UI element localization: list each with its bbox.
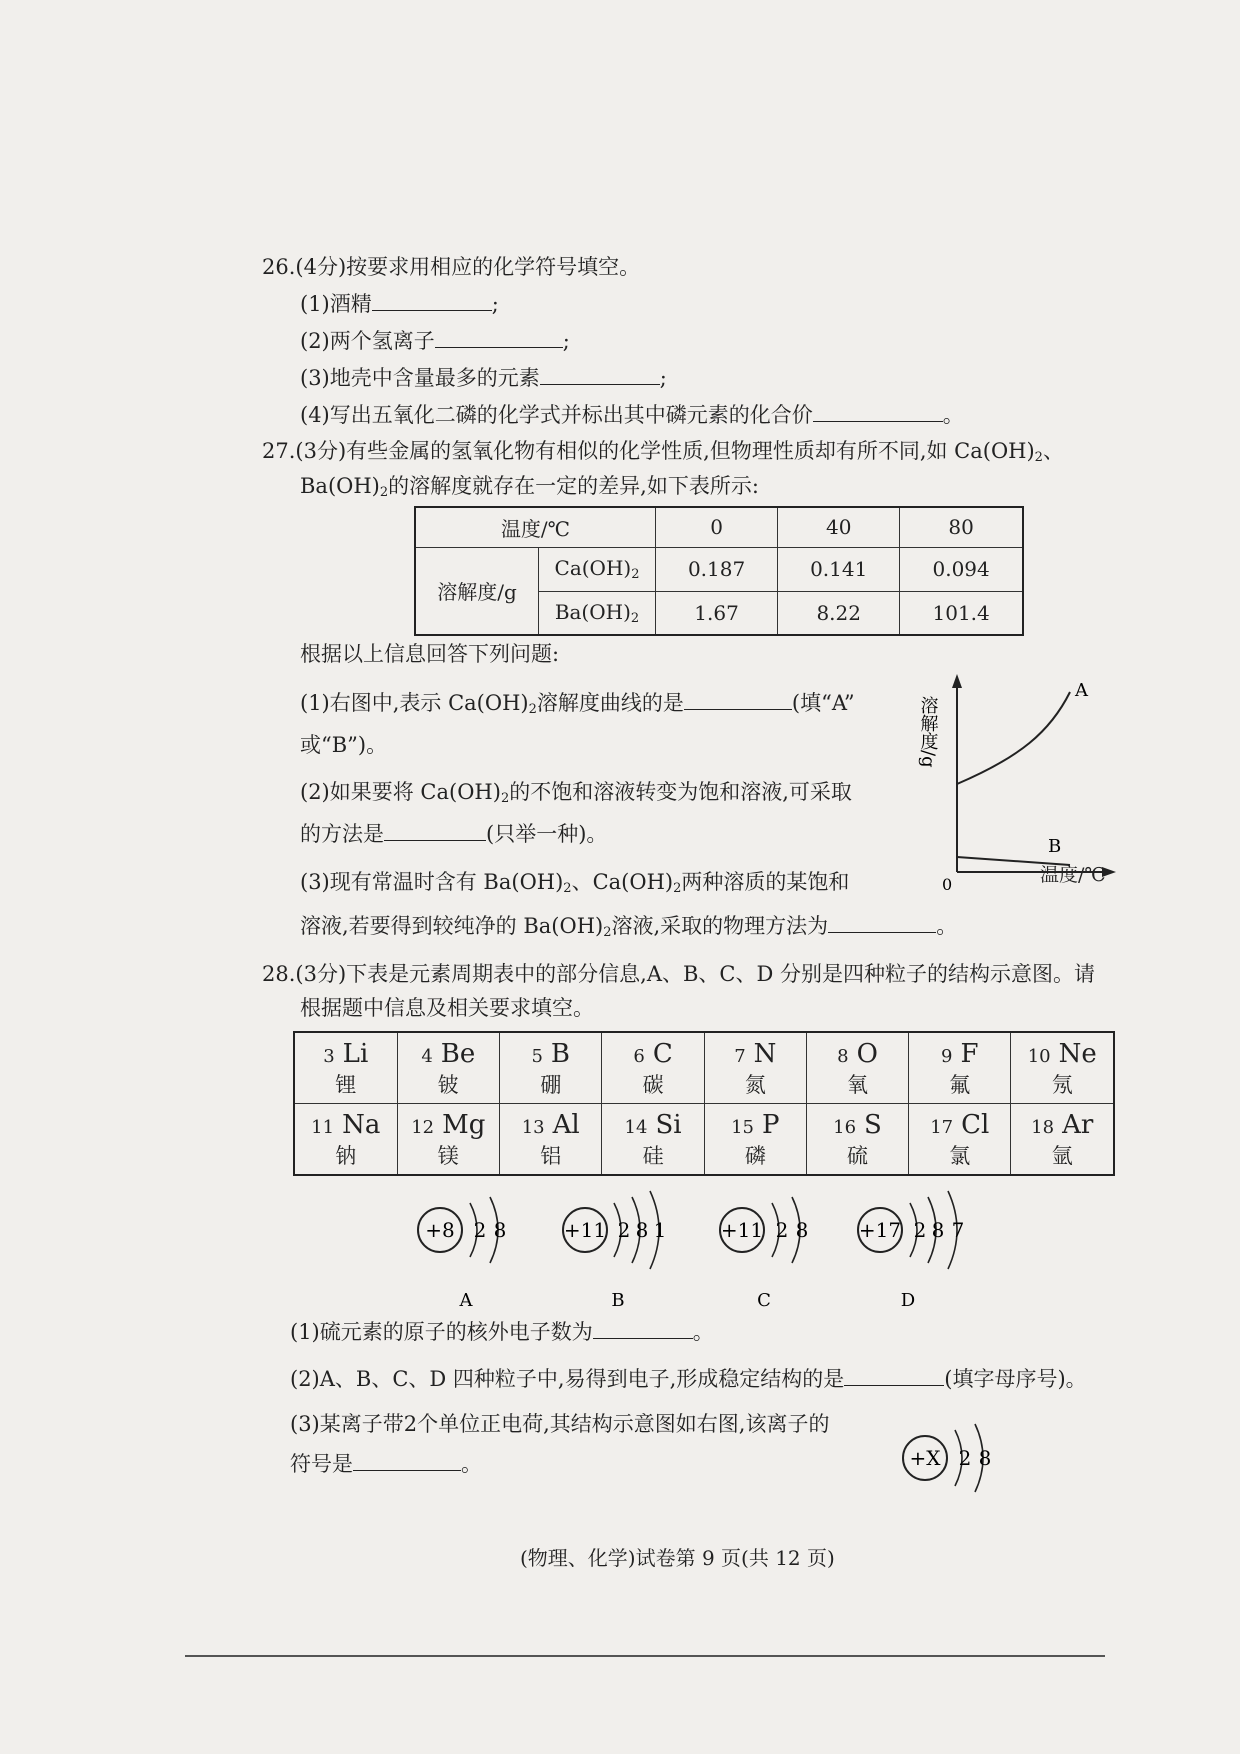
nucleus-charge: +11: [720, 1218, 764, 1242]
element-name: 锂: [335, 1073, 357, 1097]
element-cell: [806, 1104, 908, 1176]
nucleus-charge: +X: [909, 1446, 941, 1470]
electron-count: 7: [951, 1218, 965, 1242]
row-name-caoh2: [539, 547, 656, 591]
nucleus-charge: +8: [425, 1218, 455, 1242]
element-symbol: Si: [655, 1110, 682, 1140]
q26-stem: 26.(4分)按要求用相应的化学符号填空。: [262, 255, 641, 279]
q27-p3-a: (3)现有常温时含有 Ba(OH): [300, 870, 564, 894]
element-name: 钠: [335, 1144, 357, 1168]
element-symbol: Ne: [1058, 1039, 1097, 1069]
q26-part2-text: (2)两个氢离子: [300, 329, 435, 353]
electron-count: 2: [958, 1446, 972, 1470]
atomic-number: 13: [521, 1117, 545, 1138]
atomic-number: 10: [1027, 1046, 1051, 1067]
q27-part1-line2: 或“B”)。: [300, 733, 388, 757]
element-name: 硅: [642, 1144, 664, 1168]
subscript: 2: [673, 881, 682, 896]
q26-part1-text: (1)酒精: [300, 292, 372, 316]
q28-part3-line1: (3)某离子带2个单位正电荷,其结构示意图如右图,该离子的: [290, 1412, 830, 1436]
element-symbol: O: [856, 1039, 878, 1069]
element-name: 氮: [744, 1073, 766, 1097]
q28-part2: [290, 1365, 1087, 1393]
electron-count: 8: [978, 1446, 992, 1470]
q27-p1-b: 溶解度曲线的是: [536, 691, 684, 715]
atomic-number: 8: [837, 1046, 849, 1067]
atomic-number: 17: [930, 1117, 954, 1138]
diagram-label: C: [757, 1290, 771, 1311]
atomic-number: 14: [624, 1117, 648, 1138]
atom-diagram-a: [418, 1197, 506, 1311]
element-name: 硫: [847, 1144, 868, 1168]
q26-part1: [300, 290, 499, 318]
curve-b-label: B: [1048, 836, 1062, 857]
q26-part3: [300, 364, 667, 392]
subscript: 2: [630, 610, 640, 626]
element-symbol: Cl: [961, 1110, 990, 1140]
atomic-number: 6: [633, 1046, 645, 1067]
temp-40: 40: [778, 507, 900, 547]
q27-p2-c: 的方法是: [300, 822, 384, 846]
q27-stem-b: 的溶解度就存在一定的差异,如下表所示:: [388, 474, 759, 498]
table-cell: 1.67: [656, 591, 778, 635]
element-cell: [909, 1104, 1011, 1176]
q26-part3-text: (3)地壳中含量最多的元素: [300, 366, 540, 390]
electron-count: 8: [493, 1218, 507, 1242]
atom-diagram-c: [720, 1197, 808, 1311]
q28-part1: [290, 1318, 714, 1346]
subscript: 2: [1034, 450, 1043, 465]
element-name: 氟: [949, 1073, 971, 1097]
element-symbol: P: [762, 1110, 780, 1140]
diagram-label: D: [900, 1290, 916, 1311]
atomic-number: 9: [941, 1046, 953, 1067]
electron-count: 2: [775, 1218, 789, 1242]
ion-diagram: [895, 1408, 1015, 1508]
atomic-number: 7: [734, 1046, 746, 1067]
q28-p3-b: 符号是: [290, 1452, 353, 1476]
curve-a-label: A: [1075, 680, 1088, 701]
q27-p3-e: 溶液,采取的物理方法为: [611, 914, 829, 938]
q27-p3-f: 。: [936, 914, 958, 938]
element-cell: [397, 1032, 500, 1104]
diagram-label: B: [611, 1290, 625, 1311]
atomic-number: 4: [421, 1046, 433, 1067]
atomic-number: 12: [411, 1117, 435, 1138]
element-name: 氧: [847, 1073, 868, 1097]
electron-count: 8: [635, 1218, 649, 1242]
q28-p3-c: 。: [461, 1452, 482, 1476]
element-name: 磷: [744, 1144, 766, 1168]
q27-p3-d: 溶液,若要得到较纯净的 Ba(OH): [300, 914, 604, 938]
element-symbol: N: [753, 1039, 777, 1069]
atomic-number: 18: [1031, 1117, 1055, 1138]
q28-part3-line2: [290, 1450, 482, 1478]
q27-p3-c: 两种溶质的某饱和: [681, 870, 850, 894]
element-cell: [704, 1104, 806, 1176]
q26-part4-end: 。: [942, 403, 964, 427]
q27-p1-a: (1)右图中,表示 Ca(OH): [300, 691, 529, 715]
q28-p1-a: (1)硫元素的原子的核外电子数为: [290, 1320, 593, 1344]
origin-label: 0: [942, 875, 953, 894]
element-name: 氩: [1051, 1144, 1073, 1168]
temp-80: 80: [900, 507, 1023, 547]
periodic-table: [293, 1031, 1115, 1176]
temp-0: 0: [656, 507, 778, 547]
curve-a: [957, 692, 1070, 784]
element-name: 硼: [540, 1073, 562, 1097]
element-name: 碳: [642, 1073, 664, 1097]
q26-part2-end: ;: [562, 329, 570, 353]
element-symbol: Ar: [1062, 1110, 1094, 1140]
subscript: 2: [379, 485, 389, 500]
q28-stem-line1: 28.(3分)下表是元素周期表中的部分信息,A、B、C、D 分别是四种粒子的结构示意图。请: [262, 962, 1095, 986]
element-symbol: Li: [342, 1039, 369, 1069]
table-cell: 101.4: [900, 591, 1023, 635]
q27-p1-c: (填“A”: [791, 691, 855, 715]
q27-stem-a: 27.(3分)有些金属的氢氧化物有相似的化学性质,但物理性质却有所不同,如 Ca(OH): [262, 439, 1035, 463]
atomic-number: 11: [311, 1117, 335, 1138]
answer-blank[interactable]: [435, 327, 563, 348]
element-cell: [397, 1104, 500, 1176]
q27-p2-d: (只举一种)。: [486, 822, 608, 846]
caoh2-text: Ca(OH): [554, 556, 632, 580]
answer-blank[interactable]: [353, 1450, 461, 1471]
element-symbol: C: [652, 1039, 673, 1069]
answer-blank[interactable]: [828, 912, 936, 933]
q26-part4: [300, 401, 964, 429]
atomic-number: 15: [731, 1117, 755, 1138]
atomic-number: 16: [833, 1117, 857, 1138]
bottom-rule: [185, 1655, 1105, 1657]
element-name: 铝: [540, 1144, 562, 1168]
solubility-graph: [917, 672, 1120, 894]
q28-stem-line2: 根据题中信息及相关要求填空。: [300, 996, 594, 1020]
element-symbol: Be: [440, 1039, 476, 1069]
q26-part3-end: ;: [659, 366, 667, 390]
q27-part2-line2: [300, 820, 607, 848]
y-axis-label: 溶解度/g: [917, 696, 939, 768]
subscript: 2: [563, 881, 572, 896]
table-cell: 8.22: [778, 591, 900, 635]
y-axis-arrow: [952, 674, 962, 688]
q27-part3-line1: [300, 868, 849, 903]
q27-stem-line1: [262, 437, 1064, 472]
q27-stem-a-end: 、: [1042, 439, 1064, 463]
answer-blank[interactable]: [540, 364, 660, 385]
subscript: 2: [528, 702, 537, 717]
q26-part4-text: (4)写出五氧化二磷的化学式并标出其中磷元素的化合价: [300, 403, 813, 427]
element-cell: [602, 1032, 704, 1104]
atom-diagram-b: [563, 1191, 666, 1311]
q27-part1-line1: [300, 689, 855, 724]
element-cell: [1011, 1032, 1114, 1104]
element-symbol: B: [550, 1039, 571, 1069]
nucleus-charge: +11: [563, 1218, 607, 1242]
answer-blank[interactable]: [372, 290, 492, 311]
electron-count: 1: [653, 1218, 667, 1242]
atomic-number: 3: [323, 1046, 335, 1067]
q27-part3-line2: [300, 912, 957, 947]
element-cell: [500, 1104, 602, 1176]
temp-header: 温度/℃: [415, 507, 656, 547]
electron-count: 2: [913, 1218, 927, 1242]
q27-p2-a: (2)如果要将 Ca(OH): [300, 780, 501, 804]
q27-stem-b-pre: Ba(OH): [300, 474, 380, 498]
subscript: 2: [500, 791, 510, 806]
answer-blank[interactable]: [684, 689, 792, 710]
element-name: 铍: [437, 1073, 459, 1097]
atom-diagrams: [400, 1185, 1100, 1315]
element-symbol: Al: [552, 1110, 580, 1140]
q26-part2: [300, 327, 570, 355]
subscript: 2: [603, 925, 612, 940]
q27-stem-line2: [300, 472, 759, 507]
electron-count: 2: [473, 1218, 487, 1242]
electron-count: 8: [931, 1218, 945, 1242]
answer-blank[interactable]: [384, 820, 486, 841]
element-symbol: F: [960, 1039, 979, 1069]
element-cell: [704, 1032, 806, 1104]
q26-part1-end: ;: [491, 292, 499, 316]
solubility-table: [414, 506, 1024, 636]
answer-blank[interactable]: [593, 1318, 693, 1339]
element-name: 氯: [949, 1144, 971, 1168]
element-cell: [602, 1104, 704, 1176]
element-cell: [1011, 1104, 1114, 1176]
q28-p1-b: 。: [692, 1320, 714, 1344]
table-cell: 0.187: [656, 547, 778, 591]
q28-p2-a: (2)A、B、C、D 四种粒子中,易得到电子,形成稳定结构的是: [290, 1367, 845, 1391]
subscript: 2: [631, 567, 640, 582]
answer-blank[interactable]: [813, 401, 943, 422]
element-cell: [909, 1032, 1011, 1104]
table-cell: 0.141: [778, 547, 900, 591]
q27-p3-b: 、Ca(OH): [571, 870, 674, 894]
element-name: 氖: [1051, 1073, 1073, 1097]
baoh2-text: Ba(OH): [554, 599, 631, 624]
row-name-baoh2: [539, 591, 656, 635]
electron-count: 2: [617, 1218, 631, 1242]
nucleus-charge: +17: [858, 1218, 902, 1242]
q27-part2-line1: [300, 778, 852, 813]
element-symbol: Mg: [442, 1110, 486, 1140]
element-symbol: S: [864, 1110, 882, 1140]
answer-blank[interactable]: [844, 1365, 944, 1386]
table-cell: 0.094: [900, 547, 1023, 591]
electron-count: 8: [795, 1218, 809, 1242]
q27-p2-b: 的不饱和溶液转变为饱和溶液,可采取: [509, 780, 852, 804]
solubility-label: 溶解度/g: [415, 547, 539, 635]
element-cell: [294, 1104, 397, 1176]
atomic-number: 5: [531, 1046, 543, 1067]
page-footer: (物理、化学)试卷第 9 页(共 12 页): [520, 1546, 835, 1570]
q28-p2-b: (填字母序号)。: [944, 1367, 1087, 1391]
diagram-label: A: [459, 1290, 473, 1311]
atom-diagram-d: [858, 1191, 964, 1311]
element-cell: [294, 1032, 397, 1104]
x-axis-label: 温度/℃: [1040, 864, 1106, 886]
element-symbol: Na: [342, 1110, 381, 1140]
q27-intro: 根据以上信息回答下列问题:: [300, 642, 560, 666]
element-cell: [500, 1032, 602, 1104]
element-name: 镁: [437, 1144, 459, 1168]
element-cell: [806, 1032, 908, 1104]
